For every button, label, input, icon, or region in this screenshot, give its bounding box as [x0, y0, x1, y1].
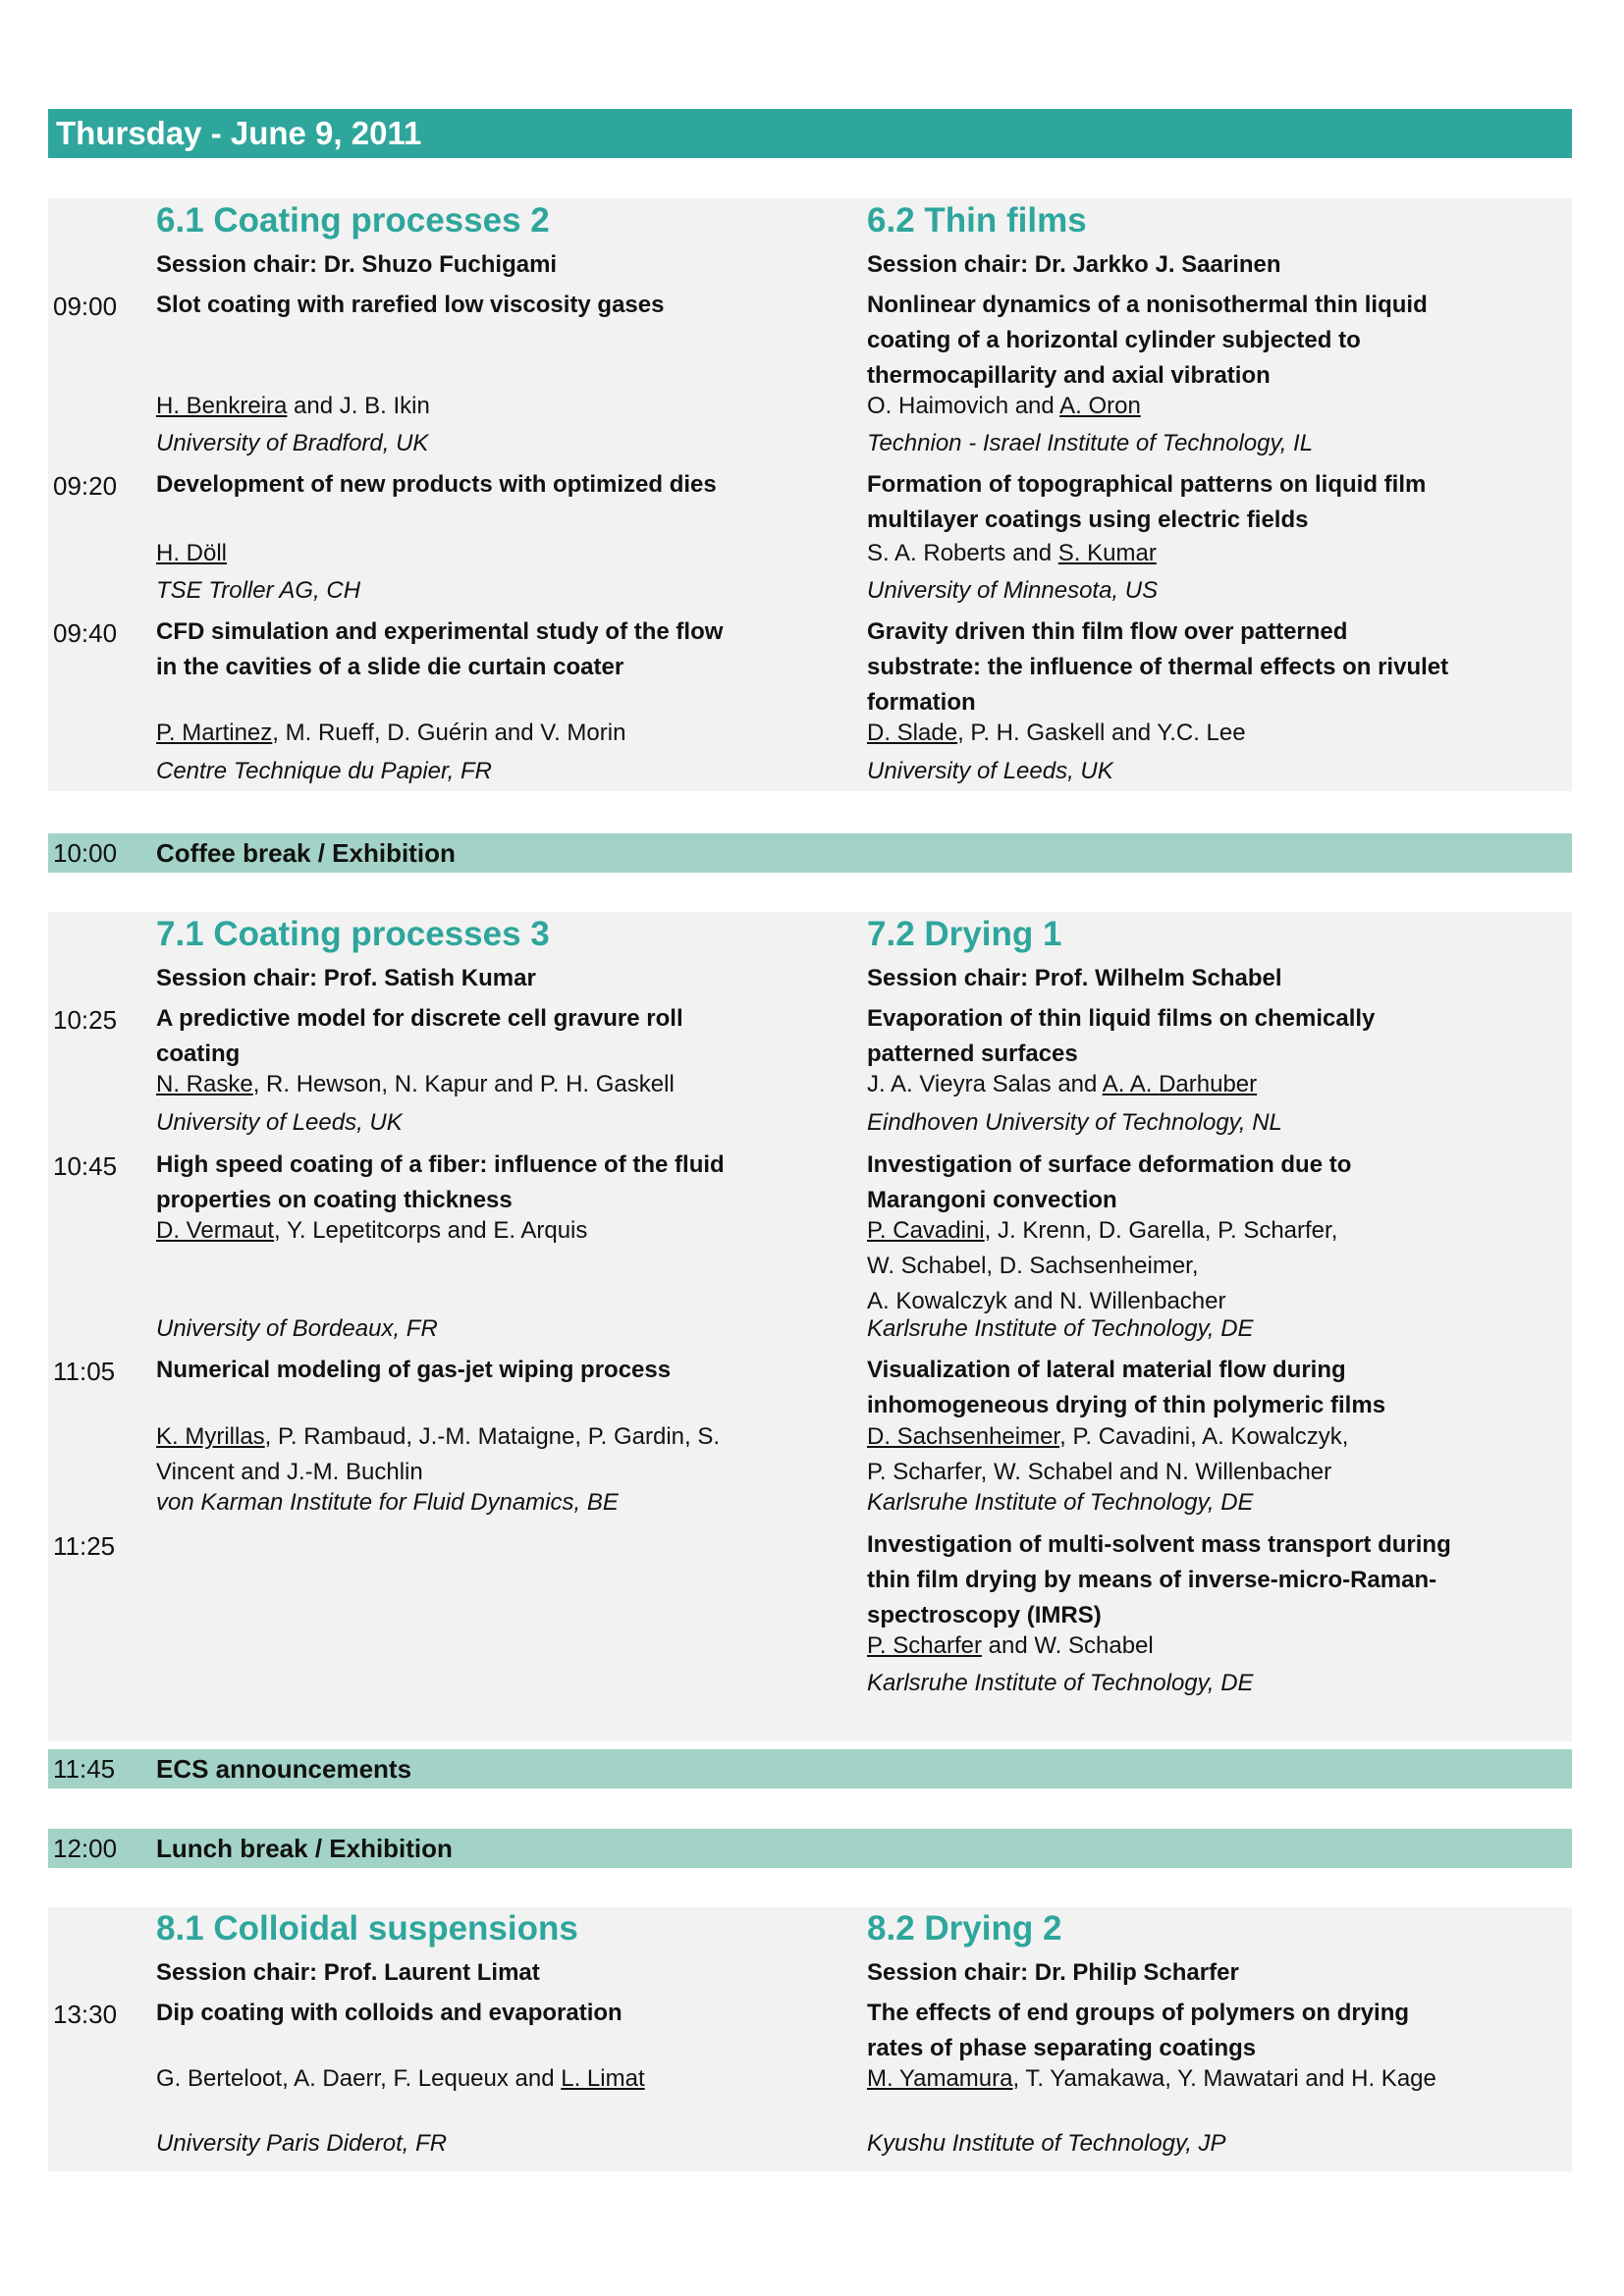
talk-title: Investigation of surface deformation due to Marangoni convection — [867, 1151, 1352, 1213]
talk-title: CFD simulation and experimental study of the flow in the cavities of a slide die curtain coater — [156, 618, 724, 680]
talk-title: High speed coating of a fiber: influence of the fluid properties on coating thickness — [156, 1151, 725, 1213]
band-time: 11:45 — [53, 1754, 116, 1784]
talk-title: Investigation of multi-solvent mass transport during thin film drying by means of inverse-micro-Raman- spectroscopy (IMRS) — [867, 1531, 1451, 1629]
band-time: 12:00 — [53, 1834, 118, 1863]
talk-authors: K. Myrillas, P. Rambaud, J.-M. Mataigne, P. Gardin, S. Vincent and J.-M. Buchlin — [156, 1423, 721, 1485]
presenting-author: S. Kumar — [1057, 540, 1157, 566]
talk-time: 11:25 — [53, 1531, 116, 1561]
presenting-author: A. Oron — [1059, 393, 1141, 419]
talk-title: Evaporation of thin liquid films on chemically patterned surfaces — [867, 1005, 1376, 1067]
talk-affiliation: Karlsruhe Institute of Technology, DE — [867, 1315, 1254, 1342]
presenting-author: A. A. Darhuber — [1102, 1071, 1258, 1097]
talk-time: 09:00 — [53, 292, 118, 321]
day-header: Thursday - June 9, 2011 — [48, 109, 1572, 158]
talk-authors: D. Sachsenheimer, P. Cavadini, A. Kowalczyk, P. Scharfer, W. Schabel and N. Willenbacher — [867, 1423, 1349, 1485]
presenting-author: N. Raske — [156, 1071, 253, 1097]
talk-affiliation: University Paris Diderot, FR — [156, 2130, 448, 2157]
talk-authors — [156, 536, 785, 571]
talk-title: Dip coating with colloids and evaporation — [156, 2000, 623, 2026]
talk-title: Nonlinear dynamics of a nonisothermal thin liquid coating of a horizontal cylinder subjected to thermocapillarity and axial vibration — [867, 292, 1428, 389]
session-chair-8-1: Session chair: Prof. Laurent Limat — [156, 1959, 540, 1986]
talk-affiliation: Technion - Israel Institute of Technology, IL — [867, 430, 1314, 456]
talk-affiliation: Eindhoven University of Technology, NL — [867, 1109, 1282, 1136]
talk-affiliation: University of Bradford, UK — [156, 430, 429, 456]
talk-authors: G. Berteloot, A. Daerr, F. Lequeux and L. Limat — [156, 2065, 645, 2092]
talk-time: 09:40 — [53, 618, 118, 648]
talk-title: Numerical modeling of gas-jet wiping process — [156, 1357, 672, 1383]
presenting-author: M. Yamamura — [867, 2065, 1013, 2092]
session-title-8-2: 8.2 Drying 2 — [867, 1909, 1062, 1948]
talk-authors: M. Yamamura, T. Yamakawa, Y. Mawatari and H. Kage — [867, 2065, 1436, 2092]
talk-time: 11:05 — [53, 1357, 116, 1386]
session-chair-6-2: Session chair: Dr. Jarkko J. Saarinen — [867, 251, 1281, 278]
talk-authors: P. Cavadini, J. Krenn, D. Garella, P. Scharfer, W. Schabel, D. Sachsenheimer, A. Kowalczyk and N. Willenbacher — [867, 1217, 1338, 1314]
talk-authors: D. Slade, P. H. Gaskell and Y.C. Lee — [867, 720, 1246, 746]
talk-authors: S. A. Roberts and S. Kumar — [867, 540, 1157, 566]
talk-authors: H. Benkreira and J. B. Ikin — [156, 393, 430, 419]
session-title-7-1: 7.1 Coating processes 3 — [156, 915, 550, 953]
presenting-author: D. Slade — [867, 720, 958, 746]
presenting-author: H. Benkreira — [156, 393, 288, 419]
talk-affiliation: University of Leeds, UK — [867, 758, 1113, 784]
talk-title: Development of new products with optimized dies — [156, 471, 717, 498]
presenting-author: P. Cavadini — [867, 1217, 985, 1244]
presenting-author: K. Myrillas — [156, 1423, 265, 1450]
session-chair-7-1: Session chair: Prof. Satish Kumar — [156, 965, 536, 991]
talk-time: 10:45 — [53, 1151, 118, 1181]
presenting-author: P. Martinez — [156, 720, 273, 746]
talk-affiliation: University of Bordeaux, FR — [156, 1315, 438, 1342]
break-band-ecs — [48, 1749, 1572, 1789]
presenting-author: L. Limat — [561, 2065, 645, 2092]
session-title-6-2: 6.2 Thin films — [867, 201, 1087, 240]
presenting-author: D. Vermaut — [156, 1217, 275, 1244]
talk-authors: P. Martinez, M. Rueff, D. Guérin and V. Morin — [156, 720, 626, 746]
talk-title: The effects of end groups of polymers on drying rates of phase separating coatings — [867, 2000, 1410, 2061]
session-chair-6-1: Session chair: Dr. Shuzo Fuchigami — [156, 251, 558, 278]
talk-title: Gravity driven thin film flow over patterned substrate: the influence of thermal effects on rivulet formation — [867, 618, 1449, 716]
talk-affiliation: von Karman Institute for Fluid Dynamics, BE — [156, 1489, 619, 1516]
session-title-8-1: 8.1 Colloidal suspensions — [156, 1909, 578, 1948]
talk-authors: P. Scharfer and W. Schabel — [867, 1632, 1154, 1659]
session-title-7-2: 7.2 Drying 1 — [867, 915, 1062, 953]
presenting-author: H. Döll — [156, 540, 228, 566]
talk-title: Visualization of lateral material flow during inhomogeneous drying of thin polymeric films — [867, 1357, 1386, 1418]
band-label: Coffee break / Exhibition — [156, 838, 456, 868]
talk-authors: J. A. Vieyra Salas and A. A. Darhuber — [867, 1071, 1258, 1097]
talk-affiliation: Kyushu Institute of Technology, JP — [867, 2130, 1226, 2157]
band-label: Lunch break / Exhibition — [156, 1834, 453, 1863]
talk-time: 10:25 — [53, 1005, 118, 1035]
session-title-6-1: 6.1 Coating processes 2 — [156, 201, 550, 240]
talk-affiliation: TSE Troller AG, CH — [156, 577, 361, 604]
talk-authors: O. Haimovich and A. Oron — [867, 393, 1141, 419]
talk-affiliation: Centre Technique du Papier, FR — [156, 758, 492, 784]
presenting-author: D. Sachsenheimer — [867, 1423, 1060, 1450]
talk-authors: N. Raske, R. Hewson, N. Kapur and P. H. Gaskell — [156, 1071, 675, 1097]
talk-title: Formation of topographical patterns on liquid film multilayer coatings using electric fields — [867, 471, 1427, 533]
talk-authors: D. Vermaut, Y. Lepetitcorps and E. Arquis — [156, 1217, 588, 1244]
talk-affiliation: Karlsruhe Institute of Technology, DE — [867, 1670, 1254, 1696]
talk-title: A predictive model for discrete cell gravure roll coating — [156, 1005, 683, 1067]
talk-time: 13:30 — [53, 2000, 118, 2029]
talk-affiliation: University of Leeds, UK — [156, 1109, 403, 1136]
band-label: ECS announcements — [156, 1754, 412, 1784]
band-time: 10:00 — [53, 838, 118, 868]
talk-time: 09:20 — [53, 471, 118, 501]
session-chair-7-2: Session chair: Prof. Wilhelm Schabel — [867, 965, 1282, 991]
talk-affiliation: University of Minnesota, US — [867, 577, 1159, 604]
break-band-coffee — [48, 833, 1572, 873]
session-chair-8-2: Session chair: Dr. Philip Scharfer — [867, 1959, 1239, 1986]
presenting-author: P. Scharfer — [867, 1632, 982, 1659]
talk-affiliation: Karlsruhe Institute of Technology, DE — [867, 1489, 1254, 1516]
talk-title: Slot coating with rarefied low viscosity gases — [156, 292, 665, 318]
break-band-lunch — [48, 1829, 1572, 1868]
